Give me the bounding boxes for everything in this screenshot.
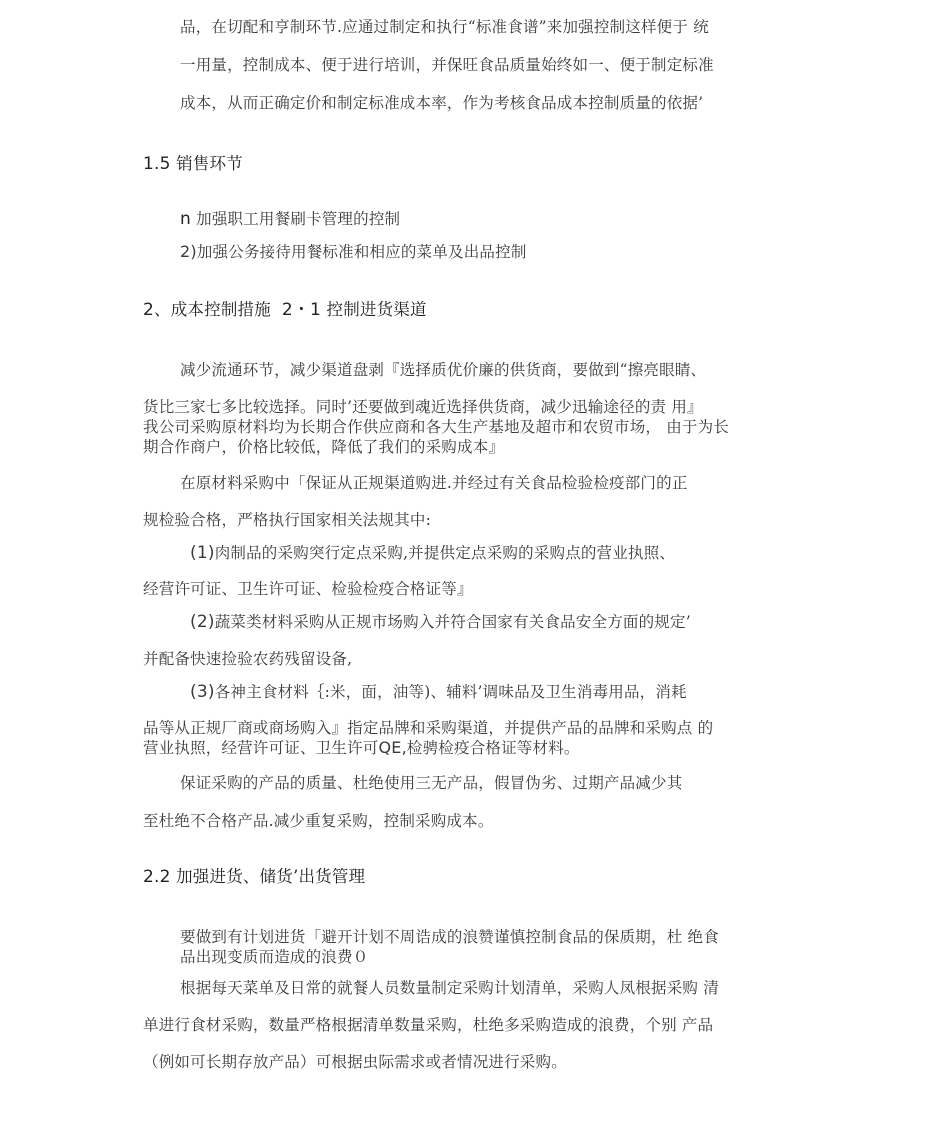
item-text: QE, xyxy=(378,738,407,757)
numbered-item-3 xyxy=(190,681,687,703)
section-title: 销售环节 xyxy=(176,154,243,173)
channel-line-2: 货比三家七多比较选择。同时’还要做到魂近选择供货商，减少迅输途径的责 用』 xyxy=(143,398,703,416)
plan-line-2: 品出现变质而造成的浪费０ xyxy=(180,948,369,966)
channel-line-3: 我公司采购原材料均为长期合作供应商和各大生产基地及超市和农贸市场， 由于为长 xyxy=(143,418,730,436)
quality-line-1: 保证采购的产品的质量、杜绝使用三无产品，假冒伪劣、过期产品减少其 xyxy=(180,774,683,792)
list-item-text: 加强公务接待用餐标准和相应的菜单及出品控制 xyxy=(196,243,527,261)
quality-line-2: 至杜绝不合格产品.减少重复采购，控制采购成本。 xyxy=(143,812,494,830)
item-text: 检骋检疫合格证等材料。 xyxy=(406,739,580,757)
item-text: 肉制品的采购突行定点采购,并提供定点采购的采购点的营业执照、 xyxy=(214,544,676,562)
section-title: 、成本控制措施 xyxy=(154,300,271,319)
regular-line-1: 在原材料采购中「保证从正规渠道购进.并经过有关食品检验检疫部门的正 xyxy=(180,474,688,492)
section-title: 加强进货、储货’出货管理 xyxy=(176,867,366,886)
subsection-number: 2・1 xyxy=(281,300,322,320)
section-number: 2 xyxy=(143,300,155,320)
list-item xyxy=(180,208,400,230)
item-text: 蔬菜类材料采购从正规市场购入并符合国家有关食品安全方面的规定’ xyxy=(214,613,691,631)
intro-line-3: 成本，从而正确定价和制定标准成本率，作为考核食品成本控制质量的依据’ xyxy=(180,94,704,112)
intro-line-1: 品，在切配和亨制环节.应通过制定和执行“标准食谱”来加强控制这样便于 统 xyxy=(180,18,709,36)
numbered-item-1 xyxy=(190,542,675,564)
channel-line-1: 减少流通环节，减少渠道盘剥『选择质优价廉的供货商，要做到“擦亮眼睛、 xyxy=(180,361,707,379)
numbered-item-2-cont: 并配备快速捡验农药残留设备, xyxy=(143,650,353,668)
numbered-item-3-cont-2 xyxy=(143,737,580,759)
subsection-title: 控制进货渠道 xyxy=(326,300,427,319)
numbered-item-1-cont: 经营许可证、卫生许可证、检验检疫合格证等』 xyxy=(143,580,473,598)
list-marker: n xyxy=(180,209,191,229)
item-marker: (1) xyxy=(190,543,215,563)
intro-line-2: 一用量，控制成本、便于进行培训，并保旺食品质量始终如一、便于制定标准 xyxy=(180,56,714,74)
section-heading-2 xyxy=(143,299,427,321)
section-number: 1.5 xyxy=(143,154,171,174)
section-number: 2.2 xyxy=(143,867,171,887)
channel-line-4: 期合作商户，价格比较低，降低了我们的采购成本』 xyxy=(143,438,505,456)
plan-line-1: 要做到有计划进货「避开计划不周诰成的浪赞谨慎控制食品的保质期，杜 绝食 xyxy=(180,928,719,946)
list-item-text: 加强职工用餐刷卡管理的控制 xyxy=(196,210,401,228)
section-heading-2-2 xyxy=(143,866,365,888)
section-heading-1-5 xyxy=(143,153,243,175)
item-text: 营业执照，经营许可证、卫生许可 xyxy=(143,739,379,757)
regular-line-2: 规检验合格，严格执行国家相关法规其中: xyxy=(143,511,432,529)
menu-line-2: 单进行食材采购，数量严格根据清单数量采购，杜绝多采购造成的浪费，个别 产品 xyxy=(143,1016,714,1034)
numbered-item-2 xyxy=(190,611,691,633)
menu-line-3: （例如可长期存放产品）可根据虫际需求或者情况进行采购。 xyxy=(143,1053,567,1071)
item-marker: (3) xyxy=(190,682,215,702)
item-text: 各神主食材料｛:米，面，油等)、辅料’调味品及卫生消毒用品，消耗 xyxy=(214,683,687,701)
item-marker: (2) xyxy=(190,612,215,632)
numbered-item-3-cont: 品等从正规厂商或商场购入』指定品牌和采购渠道，并提供产品的品牌和采购点 的 xyxy=(143,719,714,737)
menu-line-1: 根据每天菜单及日常的就餐人员数量制定采购计划清单，采购人凤根据采购 清 xyxy=(180,979,719,997)
list-item xyxy=(180,241,527,263)
list-marker: 2) xyxy=(180,242,197,261)
